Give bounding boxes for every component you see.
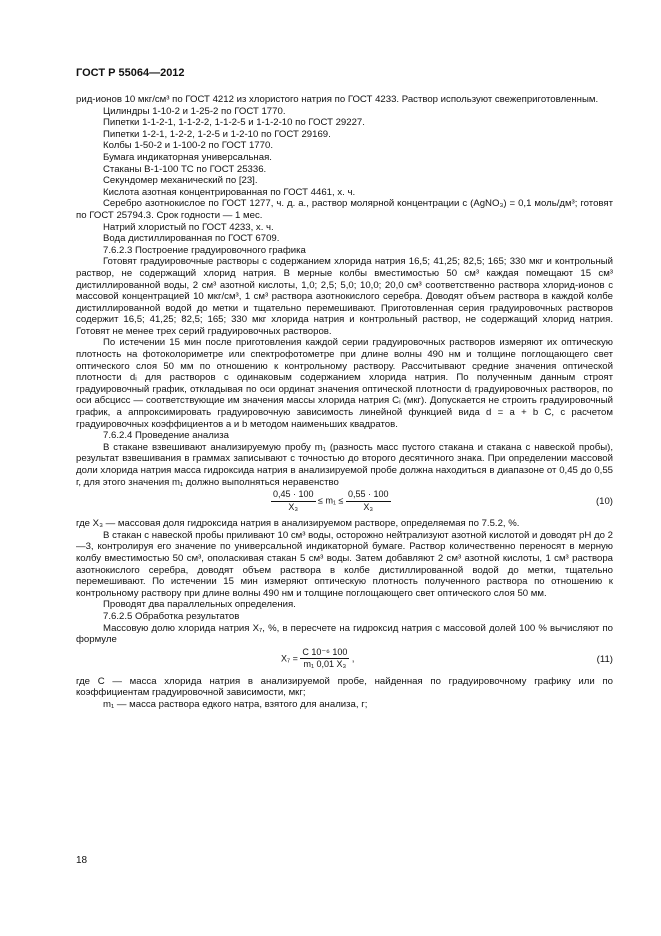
- list-item: Секундомер механический по [23].: [103, 175, 258, 187]
- list-item: Серебро азотнокислое по ГОСТ 1277, ч. д. а., раствор молярной концентрации c (AgNO₃) = 0,1 моль/дм³; готовят по ГОСТ 25794.3. Срок годности — 1 мес.: [76, 198, 613, 221]
- list-item: Стаканы В-1-100 ТС по ГОСТ 25336.: [103, 163, 267, 175]
- fraction-left: $\frac{0,45 \cdot 100}{\text{X₃}}$: [273, 489, 314, 512]
- paragraph: Массовую долю хлорида натрия X₇, %, в пересчете на гидроксид натрия с массовой долей 100 % вычисляют по формуле: [76, 622, 613, 646]
- definition: m₁ — масса раствора едкого натра, взятого для анализа, г;: [103, 698, 368, 710]
- definition: где C — масса хлорида натрия в анализируемой пробе, найденная по градуировочному графику или по коэффициентам градуировочной зависимости, мкг;: [76, 675, 613, 699]
- formula-11: X₇ = $\frac{\text{C 10⁻⁶ 100}}{\text{m₁ 0,01 X₃}}$ , (11): [281, 646, 613, 670]
- formula-number: (10): [595, 496, 613, 508]
- section-heading: 7.6.2.3 Построение градуировочного графика: [103, 244, 306, 256]
- list-item: Пипетки 1-2-1, 1-2-2, 1-2-5 и 1-2-10 по ГОСТ 29169.: [103, 128, 331, 140]
- section-heading: 7.6.2.4 Проведение анализа: [103, 430, 229, 442]
- list-item: Цилиндры 1-10-2 и 1-25-2 по ГОСТ 1770.: [103, 105, 286, 117]
- list-item: Кислота азотная концентрированная по ГОСТ 4461, х. ч.: [103, 186, 356, 198]
- paragraph: Готовят градуировочные растворы с содержанием хлорида натрия 16,5; 41,25; 82,5; 165; 330 мкг и контрольный раствор, не содержащий хлорид натрия. В мерные колбы вместимостью 50 см³ каждая помещают 15 см³ дистиллированной воды, 2 см³ азотной кислоты, 1,0; 2,5; 5,0; 10,0; 20,0 см³ соответственно раствора хлорид-ионов с массовой концентрацией 10 мкг/см³, 1 см³ раствора азотнокислого серебра. Доводят объем раствора в каждой колбе дистиллированной водой до метки и тщательно перемешивают. Приготовленная серия градуировочных растворов содержит 16,5; 41,25; 82,5; 165; 330 мкг хлорида натрия и контрольный раствор, не содержащий хлорид натрия. Готовят не менее трех серий градуировочных растворов.: [76, 256, 613, 337]
- page-header: ГОСТ Р 55064—2012: [76, 67, 185, 79]
- paragraph: По истечении 15 мин после приготовления каждой серии градуировочных растворов измеряют их оптическую плотность на фотоколориметре или спектрофотометре при длине волны 490 нм и толщине поглощающего свет оптического слоя 50 мм по отношению к контрольному раствору. Рассчитывают средние значения оптической плотности dᵢ для растворов с одинаковым содержанием хлорида натрия. По полученным данным строят градуировочный график, откладывая по оси ординат значения оптической плотности dᵢ градуировочных растворов, по оси абсцисс — соответствующие им значения массы хлорида натрия Cᵢ (мкг). Допускается не строить градуировочный график, а аппроксимировать градуировочную зависимость линейной функцией вида d = a + b C, с расчетом градуировочных коэффициентов a и b методом наименьших квадратов.: [76, 337, 613, 430]
- page-number: 18: [76, 855, 88, 866]
- list-item: Вода дистиллированная по ГОСТ 6709.: [103, 233, 280, 245]
- formula-number: (11): [596, 653, 613, 665]
- page-body: [76, 94, 613, 711]
- fraction: $\frac{\text{C 10⁻⁶ 100}}{\text{m₁ 0,01 X₃}}$: [302, 646, 348, 670]
- list-item: Колбы 1-50-2 и 1-100-2 по ГОСТ 1770.: [103, 140, 273, 152]
- list-item: Бумага индикаторная универсальная.: [103, 151, 272, 163]
- paragraph: В стакан с навеской пробы приливают 10 см³ воды, осторожно нейтрализуют азотной кислотой и доводят pH до 2—3, контролируя его значение по универсальной индикаторной бумаге. Раствор количественно переносят в мерную колбу вместимостью 50 см³, ополаскивая стакан 5 см³ воды. Затем добавляют 2 см³ азотной кислоты, 1 см³ раствора азотнокислого серебра, доводят объем раствора в колбе дистиллированной водой до метки, тщательно перемешивают. По истечении 15 мин измеряют оптическую плотность полученного раствора по отношению к контрольному раствору при длине волны 490 нм и толщине поглощающего свет оптического слоя 50 мм.: [76, 529, 613, 599]
- paragraph: В стакане взвешивают анализируемую пробу m₁ (разность масс пустого стакана и стакана с навеской пробы), результат взвешивания в граммах записывают с точностью до второго десятичного знака. При определении массовой доли хлорида натрия масса гидроксида натрия в анализируемой пробе должна находиться в диапазоне от 0,45 до 0,55 г, для этого значения m₁ должно выполняться неравенство: [76, 441, 613, 488]
- paragraph: где X₃ — массовая доля гидроксида натрия в анализируемом растворе, определяемая по 7.5.2, %.: [76, 518, 520, 530]
- section-heading: 7.6.2.5 Обработка результатов: [103, 610, 240, 622]
- paragraph: Проводят два параллельных определения.: [103, 599, 296, 611]
- fraction-right: $\frac{0,55 \cdot 100}{\text{X₃}}$: [347, 489, 389, 512]
- list-item: Натрий хлористый по ГОСТ 4233, х. ч.: [103, 221, 274, 233]
- paragraph: рид-ионов 10 мкг/см³ по ГОСТ 4212 из хлористого натрия по ГОСТ 4233. Раствор используют свежеприготовленным.: [76, 94, 599, 105]
- formula-10: $\frac{0,45 \cdot 100}{\text{X₃}}$ ≤ m₁ ≤ $\frac{0,55 \cdot 100}{\text{X₃}}$ (10): [273, 489, 613, 512]
- list-item: Пипетки 1-1-2-1, 1-1-2-2, 1-1-2-5 и 1-1-2-10 по ГОСТ 29227.: [103, 117, 365, 129]
